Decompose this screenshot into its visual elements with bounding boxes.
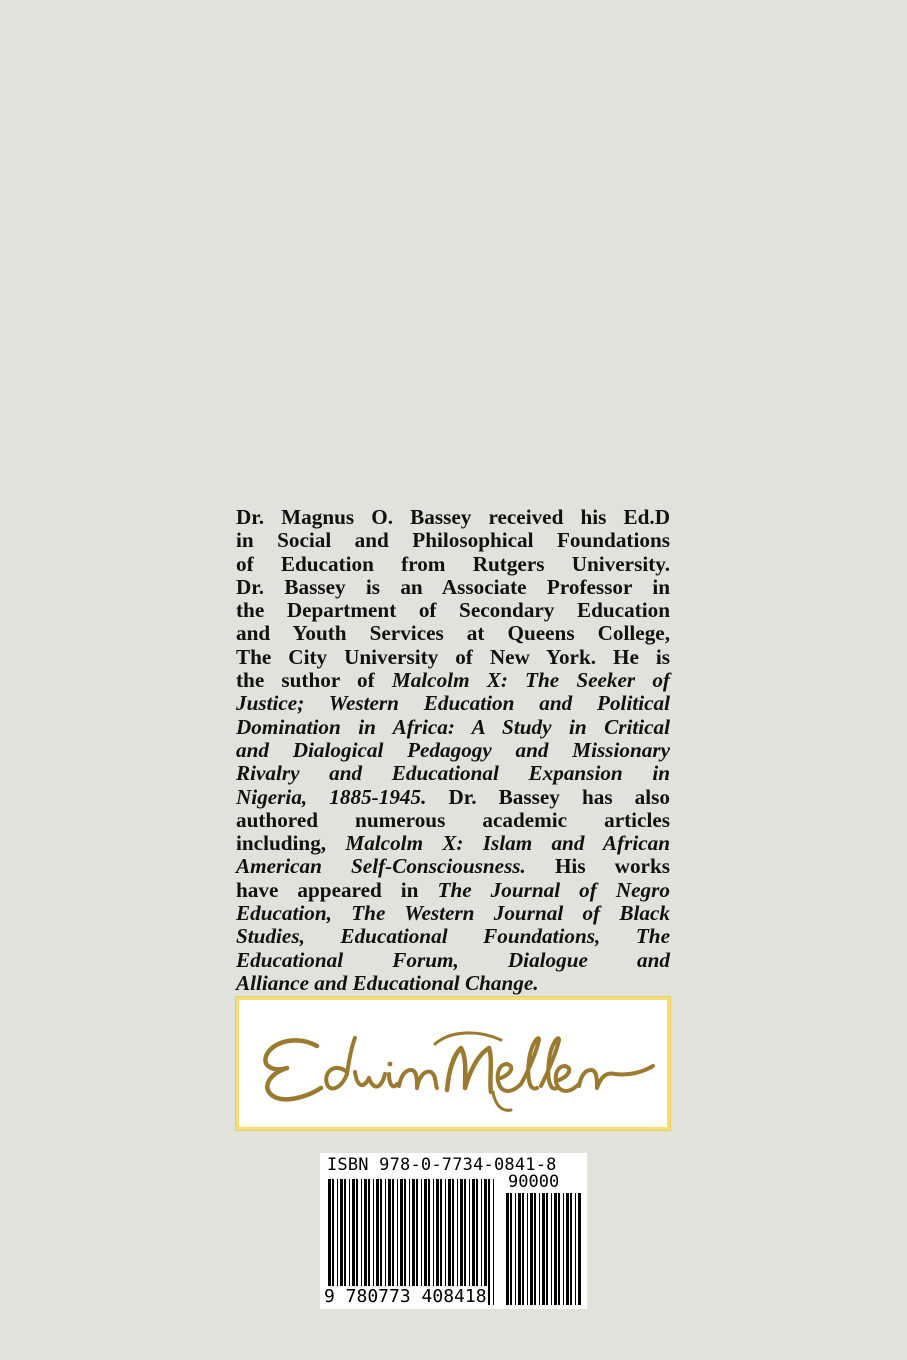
bio-italic-text: The Journal of Negro	[437, 877, 670, 902]
bio-line	[236, 739, 670, 762]
bio-italic-text: Nigeria, 1885-1945.	[236, 784, 427, 809]
bio-italic-text: Malcolm X: Islam and African	[345, 831, 671, 856]
bio-line	[236, 506, 670, 529]
barcode-bar	[518, 1193, 521, 1305]
barcode-bar	[488, 1179, 490, 1305]
isbn-label: ISBN 978-0-7734-0841-8	[327, 1155, 557, 1175]
bio-line	[236, 949, 670, 972]
bio-line	[236, 809, 670, 832]
barcode-bar	[551, 1193, 552, 1305]
bio-line	[236, 855, 670, 878]
bio-line	[236, 576, 670, 599]
bio-italic-text: American Self-Consciousness.	[236, 854, 526, 879]
bio-italic-text: Studies, Educational Foundations, The	[236, 924, 670, 949]
bio-text: of Education from Rutgers University.	[236, 551, 670, 576]
bio-line	[236, 972, 670, 995]
bio-line	[236, 529, 670, 552]
bio-italic-text: Alliance and Educational Change.	[236, 970, 539, 995]
bio-text: have appeared in	[236, 877, 438, 902]
barcode-bar	[575, 1193, 576, 1305]
bio-text: the Department of Secondary Education	[236, 598, 670, 623]
bio-line	[236, 669, 670, 692]
bio-line	[236, 553, 670, 576]
edwin-mellen-signature-logo	[239, 1000, 667, 1127]
bio-text: in Social and Philosophical Foundations	[236, 528, 670, 553]
bio-italic-text: Educational Forum, Dialogue and	[236, 947, 670, 972]
barcode-bar	[566, 1193, 569, 1305]
bio-line	[236, 692, 670, 715]
bio-text: Dr. Bassey has also	[426, 784, 670, 809]
bio-text: His works	[525, 854, 670, 879]
isbn-barcode	[320, 1153, 587, 1309]
bio-text: Dr. Bassey is an Associate Professor in	[236, 574, 670, 599]
barcode-bar	[522, 1193, 524, 1305]
bio-line	[236, 879, 670, 902]
barcode-bar	[506, 1193, 509, 1305]
barcode-bar	[542, 1193, 545, 1305]
barcode-bar	[530, 1193, 533, 1305]
bio-italic-text: Rivalry and Educational Expansion in	[236, 761, 670, 786]
bio-italic-text: and Dialogical Pedagogy and Missionary	[236, 737, 670, 762]
barcode-bar	[570, 1193, 572, 1305]
barcode-bar	[534, 1193, 536, 1305]
bio-line	[236, 646, 670, 669]
barcode-bar	[527, 1193, 528, 1305]
bio-line	[236, 716, 670, 739]
bio-line	[236, 599, 670, 622]
bio-line	[236, 902, 670, 925]
bio-text: The City University of New York. He is	[236, 644, 670, 669]
barcode-bar	[554, 1193, 557, 1305]
bio-text: and Youth Services at Queens College,	[236, 621, 670, 646]
barcode-bar	[563, 1193, 564, 1305]
barcode-bar	[510, 1193, 512, 1305]
bio-italic-text: Justice; Western Education and Political	[236, 691, 670, 716]
bio-text: the suthor of	[236, 668, 392, 693]
barcode-bar	[578, 1193, 581, 1305]
author-bio	[236, 506, 670, 995]
bio-text: including,	[236, 831, 346, 856]
publisher-logo-box	[236, 997, 670, 1130]
price-code-label: 90000	[508, 1172, 560, 1192]
bio-italic-text: Domination in Africa: A Study in Critical	[236, 714, 670, 739]
bio-line	[236, 832, 670, 855]
barcode-bar	[515, 1193, 516, 1305]
bio-line	[236, 762, 670, 785]
bio-italic-text: Education, The Western Journal of Black	[236, 901, 670, 926]
barcode-bar	[558, 1193, 560, 1305]
bio-text: authored numerous academic articles	[236, 807, 670, 832]
barcode-bar	[546, 1193, 548, 1305]
barcode-bar	[539, 1193, 540, 1305]
bio-line	[236, 786, 670, 809]
ean-digits: 9 780773 408418	[324, 1286, 487, 1307]
bio-line	[236, 925, 670, 948]
bio-italic-text: Malcolm X: The Seeker of	[391, 668, 670, 693]
bio-text: Dr. Magnus O. Bassey received his Ed.D	[236, 505, 670, 529]
barcode-bar	[493, 1179, 494, 1305]
bio-line	[236, 622, 670, 645]
